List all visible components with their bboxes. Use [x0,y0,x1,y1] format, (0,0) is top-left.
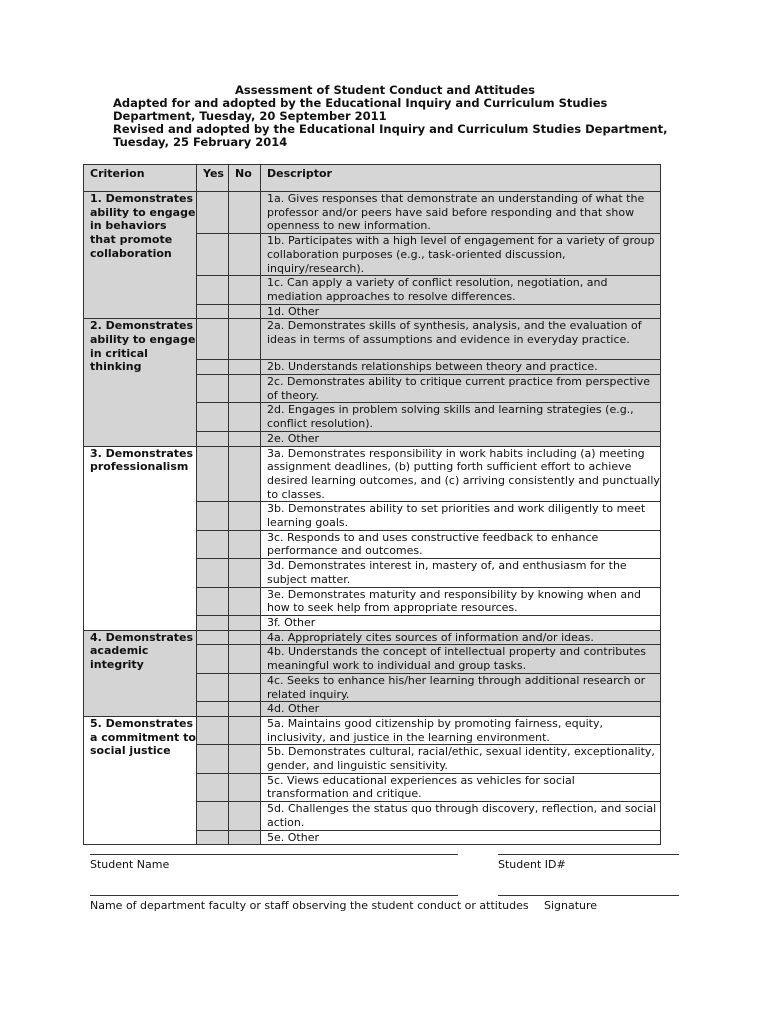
descriptor-cell: 3a. Demonstrates responsibility in work habits including (a) meeting assignment deadlines, (b) putting forth sufficient effort to achieve desired learning outcomes, and (c) arriving consistently and punctually to classes. [261,446,661,502]
table-row [84,446,661,502]
yes-checkbox-cell[interactable] [197,304,229,319]
table-row [84,192,661,234]
no-checkbox-cell[interactable] [229,234,261,276]
descriptor-cell: 5c. Views educational experiences as vehicles for social transformation and critique. [261,773,661,801]
yes-checkbox-cell[interactable] [197,319,229,360]
no-checkbox-cell[interactable] [229,702,261,717]
yes-checkbox-cell[interactable] [197,192,229,234]
no-checkbox-cell[interactable] [229,716,261,744]
yes-checkbox-cell[interactable] [197,645,229,673]
no-header: No [229,165,261,192]
descriptor-cell: 4b. Understands the concept of intellectual property and contributes meaningful work to individual and group tasks. [261,645,661,673]
signature-label: Signature [544,899,598,912]
yes-checkbox-cell[interactable] [197,276,229,304]
criterion-cell: 4. Demonstrates academic integrity [84,630,197,716]
yes-checkbox-cell[interactable] [197,375,229,403]
descriptor-cell: 2c. Demonstrates ability to critique current practice from perspective of theory. [261,375,661,403]
no-checkbox-cell[interactable] [229,360,261,375]
descriptor-cell: 1a. Gives responses that demonstrate an understanding of what the professor and/or peers have said before responding and that show openness to new information. [261,192,661,234]
yes-checkbox-cell[interactable] [197,446,229,502]
descriptor-cell: 5b. Demonstrates cultural, racial/ethic, sexual identity, exceptionality, gender, and linguistic sensitivity. [261,745,661,773]
descriptor-cell: 2a. Demonstrates skills of synthesis, analysis, and the evaluation of ideas in terms of assumptions and evidence in everyday practice. [261,319,661,360]
yes-checkbox-cell[interactable] [197,773,229,801]
yes-checkbox-cell[interactable] [197,502,229,530]
yes-checkbox-cell[interactable] [197,615,229,630]
no-checkbox-cell[interactable] [229,403,261,431]
yes-checkbox-cell[interactable] [197,673,229,701]
descriptor-cell: 4c. Seeks to enhance his/her learning through additional research or related inquiry. [261,673,661,701]
descriptor-cell: 2b. Understands relationships between theory and practice. [261,360,661,375]
no-checkbox-cell[interactable] [229,559,261,587]
table-body [84,192,661,845]
yes-checkbox-cell[interactable] [197,830,229,845]
descriptor-cell: 5d. Challenges the status quo through discovery, reflection, and social action. [261,802,661,830]
descriptor-cell: 1b. Participates with a high level of engagement for a variety of group collaboration purposes (e.g., task-oriented discussion, inquiry/research). [261,234,661,276]
table-row [84,319,661,360]
descriptor-cell: 5a. Maintains good citizenship by promoting fairness, equity, inclusivity, and justice in the learning environment. [261,716,661,744]
descriptor-cell: 3d. Demonstrates interest in, mastery of, and enthusiasm for the subject matter. [261,559,661,587]
descriptor-cell: 2e. Other [261,431,661,446]
yes-checkbox-cell[interactable] [197,802,229,830]
yes-checkbox-cell[interactable] [197,360,229,375]
descriptor-cell: 1c. Can apply a variety of conflict resolution, negotiation, and mediation approaches to resolve differences. [261,276,661,304]
no-checkbox-cell[interactable] [229,615,261,630]
no-checkbox-cell[interactable] [229,802,261,830]
document-title: Assessment of Student Conduct and Attitudes [235,83,535,97]
yes-checkbox-cell[interactable] [197,587,229,615]
descriptor-cell: 1d. Other [261,304,661,319]
criterion-cell: 5. Demonstrates a commitment to social justice [84,716,197,844]
no-checkbox-cell[interactable] [229,446,261,502]
descriptor-cell: 3c. Responds to and uses constructive feedback to enhance performance and outcomes. [261,530,661,558]
no-checkbox-cell[interactable] [229,673,261,701]
document-header [0,84,770,149]
criterion-header: Criterion [84,165,197,192]
descriptor-cell: 2d. Engages in problem solving skills and learning strategies (e.g., conflict resolution). [261,403,661,431]
descriptor-cell: 3b. Demonstrates ability to set priorities and work diligently to meet learning goals. [261,502,661,530]
table-row [84,716,661,744]
no-checkbox-cell[interactable] [229,645,261,673]
descriptor-cell: 5e. Other [261,830,661,845]
descriptor-cell: 3e. Demonstrates maturity and responsibility by knowing when and how to seek help from appropriate resources. [261,587,661,615]
descriptor-cell: 4d. Other [261,702,661,717]
no-checkbox-cell[interactable] [229,375,261,403]
student-name-line[interactable] [90,854,458,855]
yes-checkbox-cell[interactable] [197,630,229,645]
no-checkbox-cell[interactable] [229,630,261,645]
table-row [84,630,661,645]
criterion-cell: 3. Demonstrates professionalism [84,446,197,630]
student-name-label: Student Name [90,858,170,871]
adoption-note: Adapted for and adopted by the Educational Inquiry and Curriculum Studies Department, Tuesday, 20 September 2011 [113,96,608,123]
observer-name-line[interactable] [90,895,458,896]
no-checkbox-cell[interactable] [229,304,261,319]
yes-checkbox-cell[interactable] [197,234,229,276]
yes-checkbox-cell[interactable] [197,530,229,558]
student-id-label: Student ID# [498,858,566,871]
no-checkbox-cell[interactable] [229,502,261,530]
student-id-line[interactable] [498,854,679,855]
assessment-table [83,164,661,845]
no-checkbox-cell[interactable] [229,431,261,446]
descriptor-cell: 3f. Other [261,615,661,630]
yes-header: Yes [197,165,229,192]
no-checkbox-cell[interactable] [229,192,261,234]
no-checkbox-cell[interactable] [229,830,261,845]
yes-checkbox-cell[interactable] [197,559,229,587]
no-checkbox-cell[interactable] [229,276,261,304]
no-checkbox-cell[interactable] [229,773,261,801]
signature-line[interactable] [498,895,679,896]
observer-label: Name of department faculty or staff observing the student conduct or attitudes [90,899,529,912]
table-header-row [84,165,661,192]
criterion-cell: 2. Demonstrates ability to engage in critical thinking [84,319,197,446]
yes-checkbox-cell[interactable] [197,745,229,773]
yes-checkbox-cell[interactable] [197,716,229,744]
no-checkbox-cell[interactable] [229,587,261,615]
criterion-cell: 1. Demonstrates ability to engage in behaviors that promote collaboration [84,192,197,319]
no-checkbox-cell[interactable] [229,745,261,773]
no-checkbox-cell[interactable] [229,530,261,558]
no-checkbox-cell[interactable] [229,319,261,360]
yes-checkbox-cell[interactable] [197,702,229,717]
descriptor-header: Descriptor [261,165,661,192]
revision-note: Revised and adopted by the Educational Inquiry and Curriculum Studies Department, Tuesday, 25 February 2014 [113,122,668,149]
yes-checkbox-cell[interactable] [197,431,229,446]
yes-checkbox-cell[interactable] [197,403,229,431]
descriptor-cell: 4a. Appropriately cites sources of information and/or ideas. [261,630,661,645]
